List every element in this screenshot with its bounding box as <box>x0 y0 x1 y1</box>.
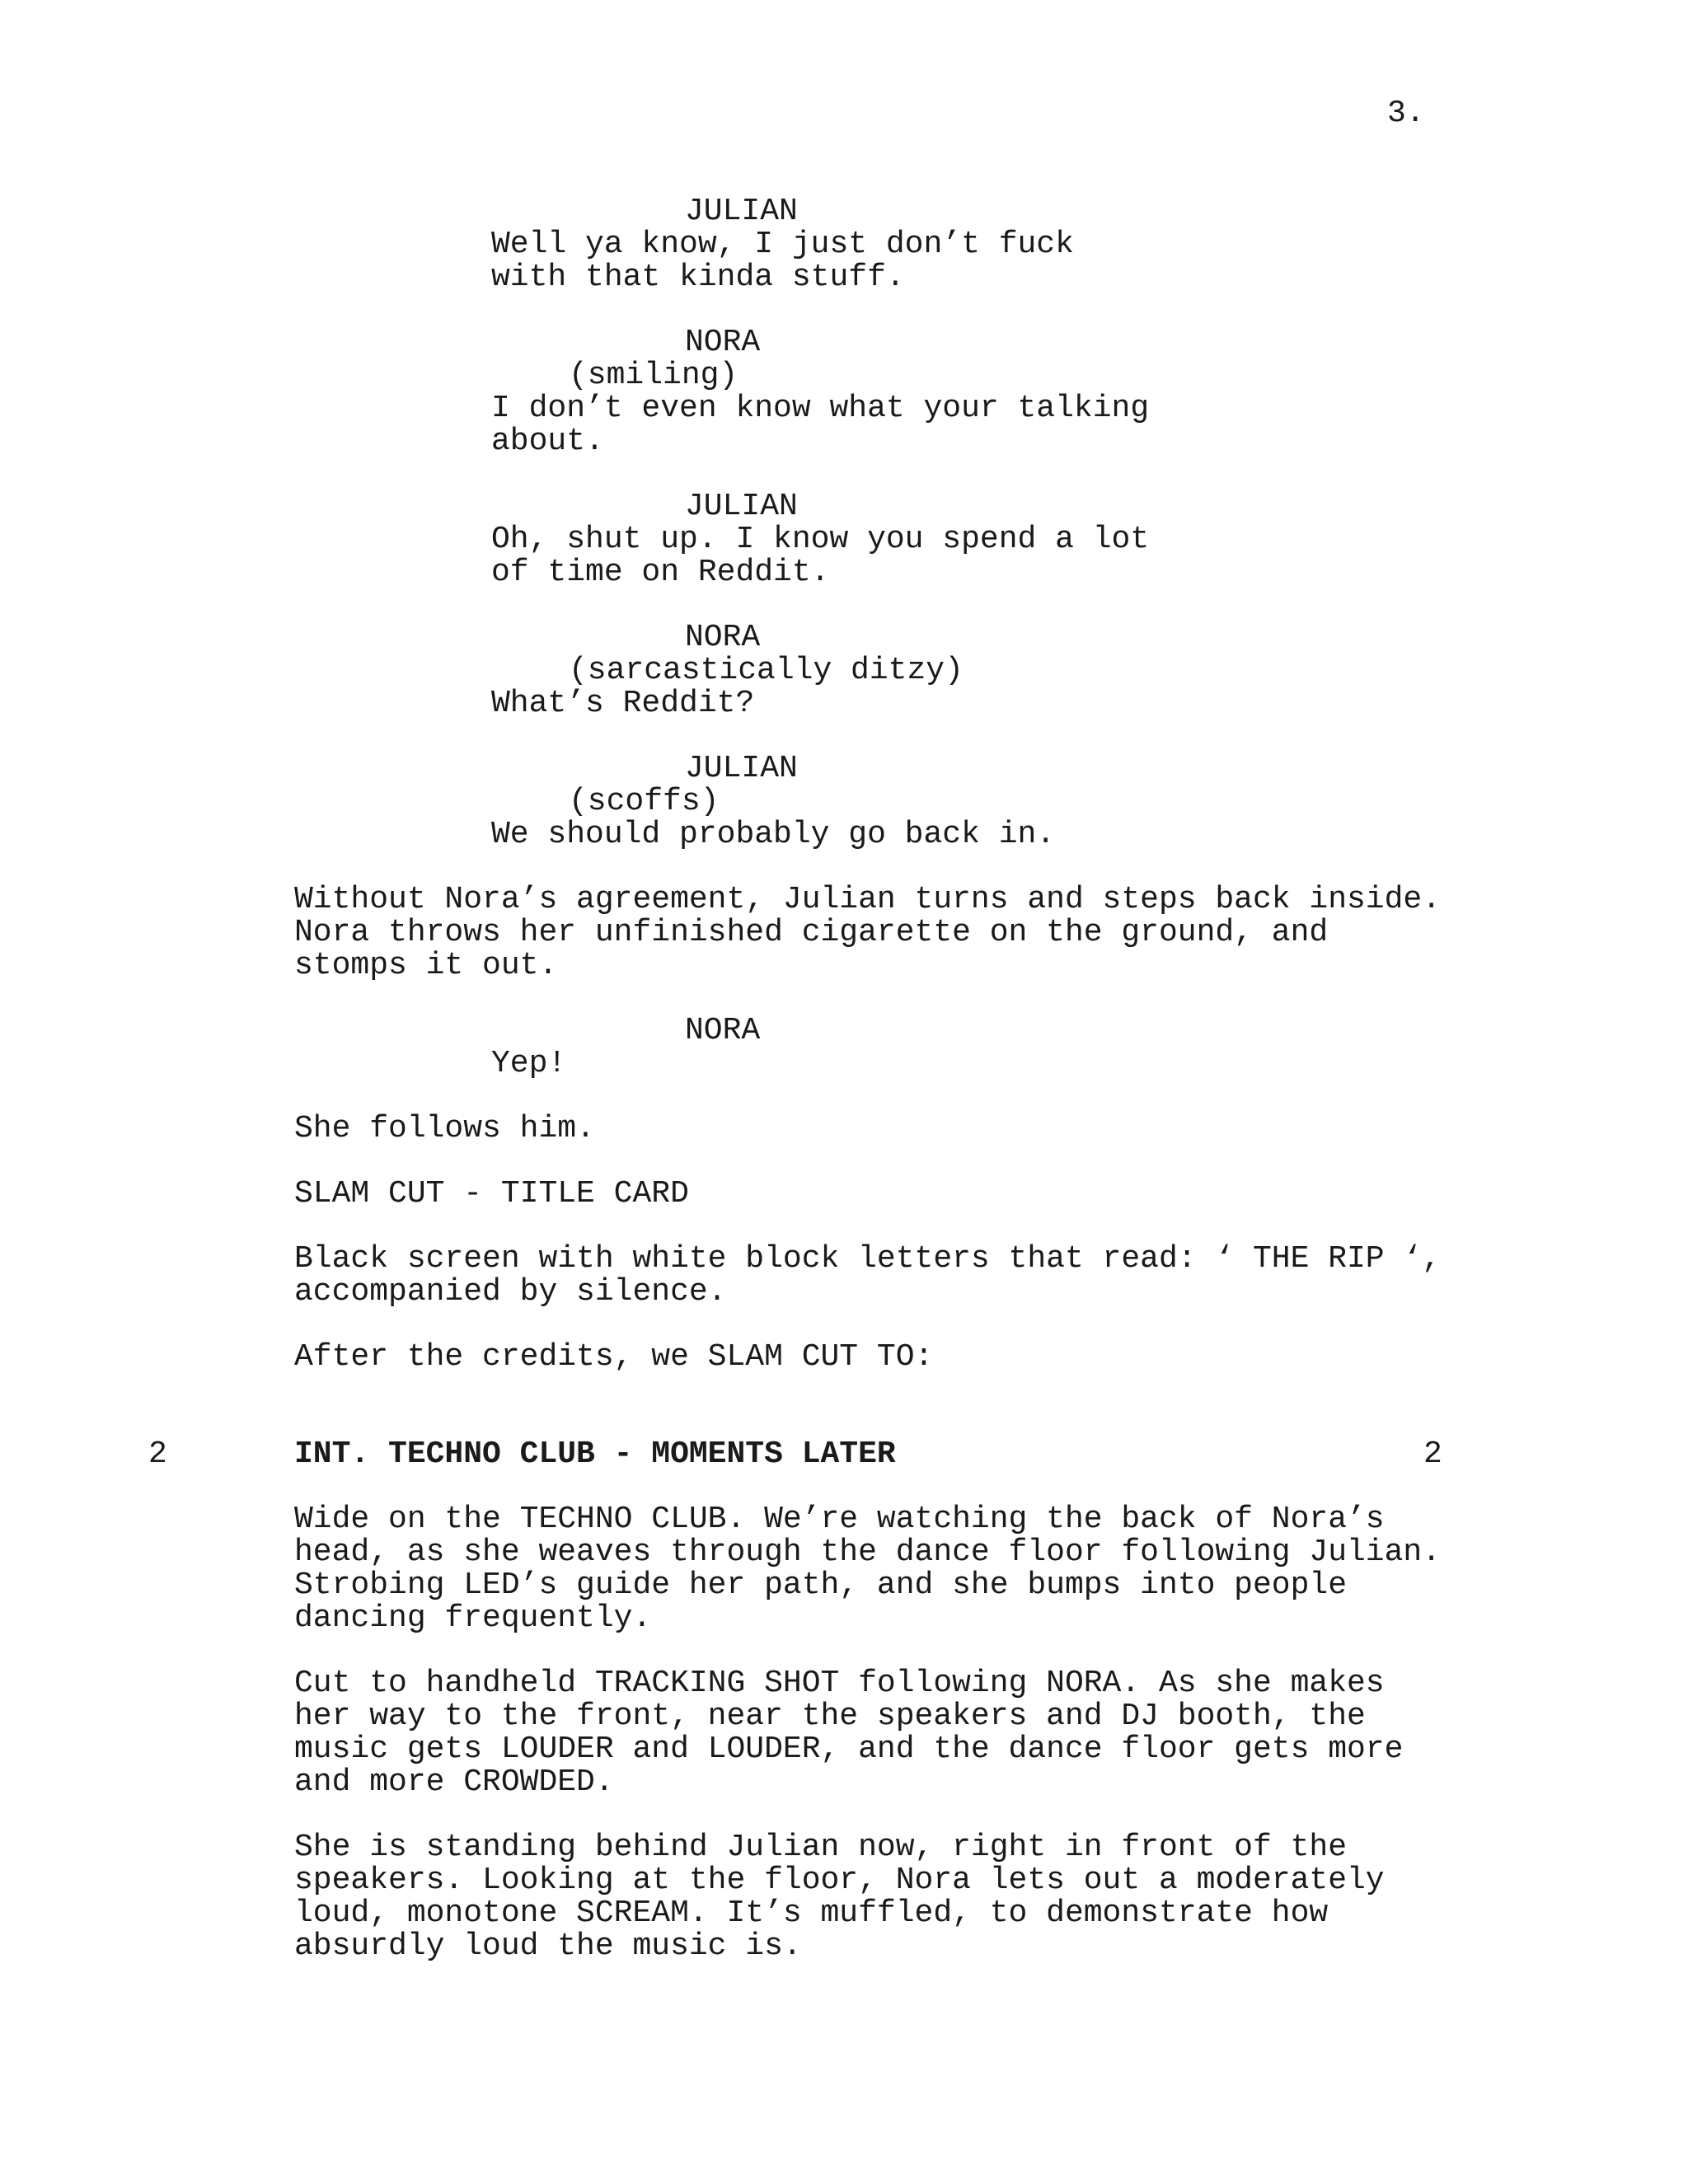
dialogue-line: Oh, shut up. I know you spend a lot <box>491 522 1150 557</box>
character-name: NORA <box>685 325 761 360</box>
parenthetical: (smiling) <box>569 358 738 393</box>
action-line: music gets LOUDER and LOUDER, and the dance floor gets more <box>294 1732 1404 1767</box>
action-line: Without Nora’s agreement, Julian turns and steps back inside. <box>294 882 1442 917</box>
parenthetical: (sarcastically ditzy) <box>569 653 964 688</box>
action-line: Cut to handheld TRACKING SHOT following NORA. As she makes <box>294 1666 1385 1701</box>
character-name: NORA <box>685 1013 761 1048</box>
dialogue-line: What’s Reddit? <box>491 686 755 721</box>
scene-number-left: 2 <box>148 1436 167 1472</box>
scene-heading: INT. TECHNO CLUB - MOMENTS LATER <box>294 1436 896 1472</box>
character-name: JULIAN <box>685 194 798 229</box>
action-line: She is standing behind Julian now, right in front of the <box>294 1830 1348 1865</box>
action-line: and more CROWDED. <box>294 1765 614 1800</box>
action-line: speakers. Looking at the floor, Nora lets out a moderately <box>294 1863 1385 1898</box>
action-line: Nora throws her unfinished cigarette on the ground, and <box>294 915 1329 950</box>
dialogue-line: of time on Reddit. <box>491 555 830 590</box>
action-line: dancing frequently. <box>294 1601 652 1636</box>
action-line: stomps it out. <box>294 948 558 983</box>
action-line: She follows him. <box>294 1111 595 1146</box>
dialogue-line: We should probably go back in. <box>491 817 1056 852</box>
parenthetical: (scoffs) <box>569 784 720 819</box>
dialogue-line: with that kinda stuff. <box>491 260 905 295</box>
action-line: accompanied by silence. <box>294 1274 727 1310</box>
character-name: NORA <box>685 620 761 655</box>
dialogue-line: Yep! <box>491 1046 567 1081</box>
action-line: head, as she weaves through the dance floor following Julian. <box>294 1535 1442 1570</box>
scene-number-right: 2 <box>1423 1436 1442 1472</box>
action-line: Wide on the TECHNO CLUB. We’re watching the back of Nora’s <box>294 1502 1385 1537</box>
dialogue-line: Well ya know, I just don’t fuck <box>491 227 1074 262</box>
character-name: JULIAN <box>685 751 798 786</box>
dialogue-line: I don’t even know what your talking <box>491 391 1150 426</box>
action-line: absurdly loud the music is. <box>294 1929 802 1964</box>
action-line: After the credits, we SLAM CUT TO: <box>294 1339 934 1375</box>
page-number: 3. <box>1387 96 1425 131</box>
action-line: Strobing LED’s guide her path, and she bumps into people <box>294 1568 1348 1603</box>
action-line: Black screen with white block letters that read: ‘ THE RIP ‘, <box>294 1241 1442 1277</box>
character-name: JULIAN <box>685 489 798 524</box>
action-line: loud, monotone SCREAM. It’s muffled, to demonstrate how <box>294 1896 1329 1931</box>
dialogue-line: about. <box>491 424 604 459</box>
action-line: her way to the front, near the speakers and DJ booth, the <box>294 1699 1366 1734</box>
transition-line: SLAM CUT - TITLE CARD <box>294 1176 689 1212</box>
